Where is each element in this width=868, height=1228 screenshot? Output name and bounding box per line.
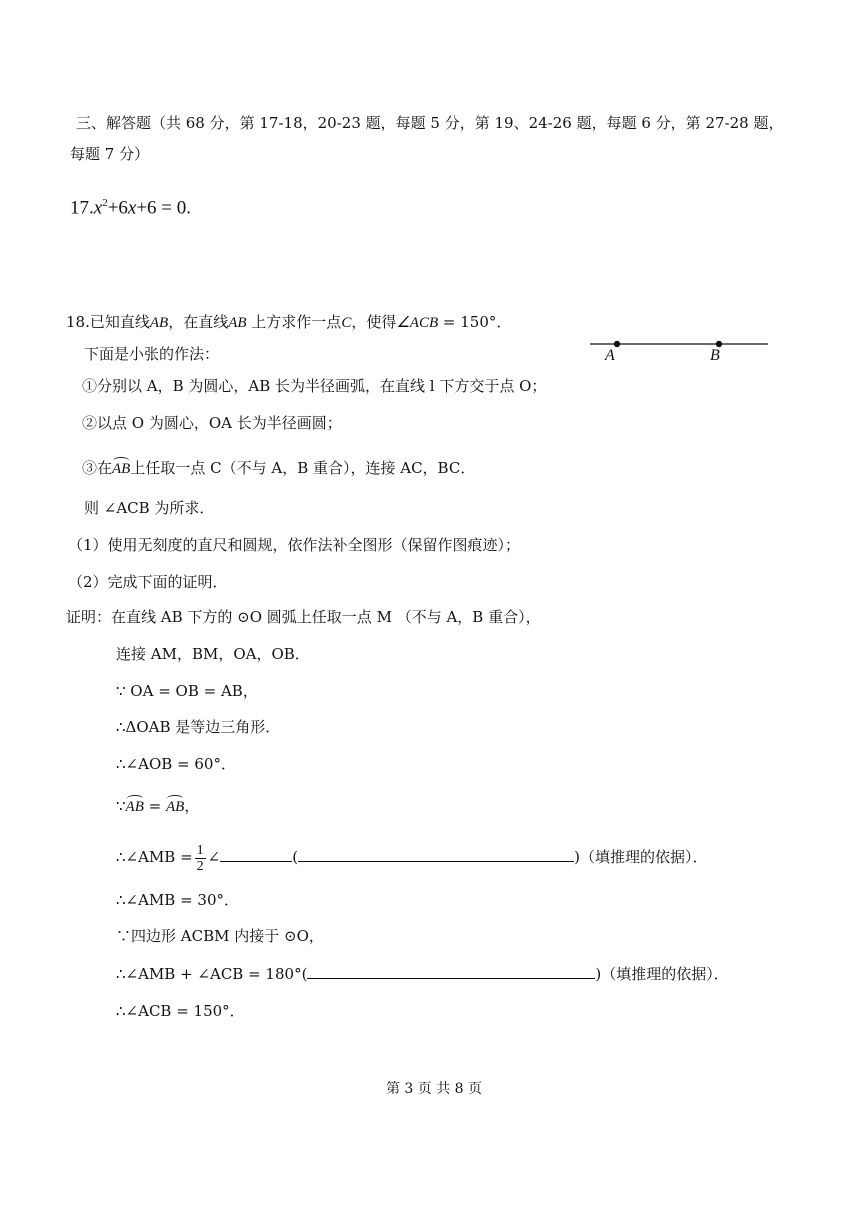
proof-line6-prefix: ∵	[116, 797, 126, 815]
q18-step3-suffix: 上任取一点 C（不与 A，B 重合），连接 AC，BC．	[130, 459, 476, 477]
q18-stem-prefix: 18.已知直线	[66, 313, 150, 331]
q17-x2: x	[127, 197, 137, 219]
proof-line7-paren-open: (	[292, 848, 299, 866]
q17-exponent: 2	[102, 197, 108, 209]
q17-number: 17.	[70, 197, 94, 219]
proof-line3: ∵ OA = OB = AB，	[116, 682, 258, 700]
q17-plus: +6	[107, 197, 128, 219]
proof-line2: 连接 AM，BM，OA，OB．	[116, 645, 310, 663]
proof-line9: ∵四边形 ACBM 内接于 ⊙O，	[116, 927, 324, 945]
q18-conclusion: 则 ∠ACB 为所求．	[84, 499, 215, 517]
proof-line10	[116, 962, 729, 984]
q18-stem-mid2: 上方求作一点	[246, 313, 342, 331]
line-ab-figure	[588, 330, 773, 370]
reason-blank-1[interactable]	[298, 845, 574, 862]
q18-stem-mid3: ，使得	[351, 313, 397, 331]
fraction-denominator: 2	[196, 858, 204, 874]
q18-part2: （2）完成下面的证明．	[68, 573, 228, 591]
fraction-one-half	[195, 843, 206, 874]
arc-ab-1: AB	[125, 799, 144, 815]
q18-ab2: AB	[228, 315, 247, 331]
q18-method-intro: 下面是小张的作法：	[84, 345, 220, 363]
label-b: B	[710, 347, 720, 364]
reason-blank-2[interactable]	[307, 962, 595, 979]
page-footer: 第 3 页 共 8 页	[385, 1081, 483, 1097]
label-a: A	[605, 347, 615, 364]
q18-stem-mid1: ，在直线	[168, 313, 229, 331]
proof-line7-angle: ∠	[207, 848, 221, 866]
q17-x: x	[93, 197, 103, 219]
proof-line7-note: （填推理的依据）．	[579, 848, 708, 866]
q17-rest: +6 = 0.	[136, 197, 192, 219]
proof-line4: ∴ΔOAB 是等边三角形．	[116, 718, 281, 736]
section-header-line1: 三、解答题（共 68 分，第 17-18，20-23 题，每题 5 分，第 19、24-26 题，每题 6 分，第 27-28 题，	[76, 114, 784, 132]
question-17	[70, 193, 191, 218]
proof-line5: ∴∠AOB = 60°．	[116, 755, 236, 773]
proof-line7	[116, 842, 707, 874]
section-header-line2: 每题 7 分）	[70, 145, 150, 163]
proof-line6-end: ，	[184, 797, 200, 815]
q18-step1: ①分别以 A，B 为圆心，AB 长为半径画弧，在直线 l 下方交于点 O；	[82, 377, 547, 395]
arc-ab: AB	[112, 461, 131, 477]
proof-line7-prefix: ∴∠AMB =	[116, 848, 193, 866]
proof-line11: ∴∠ACB = 150°．	[116, 1002, 245, 1020]
proof-line1: 证明：在直线 AB 下方的 ⊙O 圆弧上任取一点 M （不与 A，B 重合），	[66, 608, 541, 626]
proof-line6-eq: =	[143, 797, 166, 815]
proof-line10-close: )	[595, 965, 602, 983]
q18-part1: （1）使用无刻度的直尺和圆规，依作法补全图形（保留作图痕迹）；	[68, 536, 521, 554]
question-18-stem	[66, 312, 511, 333]
proof-line6	[116, 796, 199, 817]
q18-step3-prefix: ③在	[82, 459, 113, 477]
q18-step2: ②以点 O 为圆心，OA 长为半径画圆；	[82, 414, 342, 432]
proof-line10-prefix: ∴∠AMB + ∠ACB = 180°(	[116, 965, 308, 983]
angle-answer-blank[interactable]	[220, 845, 292, 862]
proof-line7-paren-close: )	[574, 848, 580, 866]
q18-c: C	[341, 315, 352, 331]
proof-line8: ∴∠AMB = 30°．	[116, 891, 240, 909]
proof-line10-note: （填推理的依据）．	[601, 965, 729, 983]
q18-angle: ∠ACB	[396, 315, 439, 331]
q18-stem-end: = 150°．	[438, 313, 512, 331]
q18-ab1: AB	[149, 315, 169, 331]
arc-ab-2: AB	[165, 799, 185, 815]
fraction-numerator: 1	[196, 842, 204, 858]
q18-step3	[82, 458, 475, 479]
